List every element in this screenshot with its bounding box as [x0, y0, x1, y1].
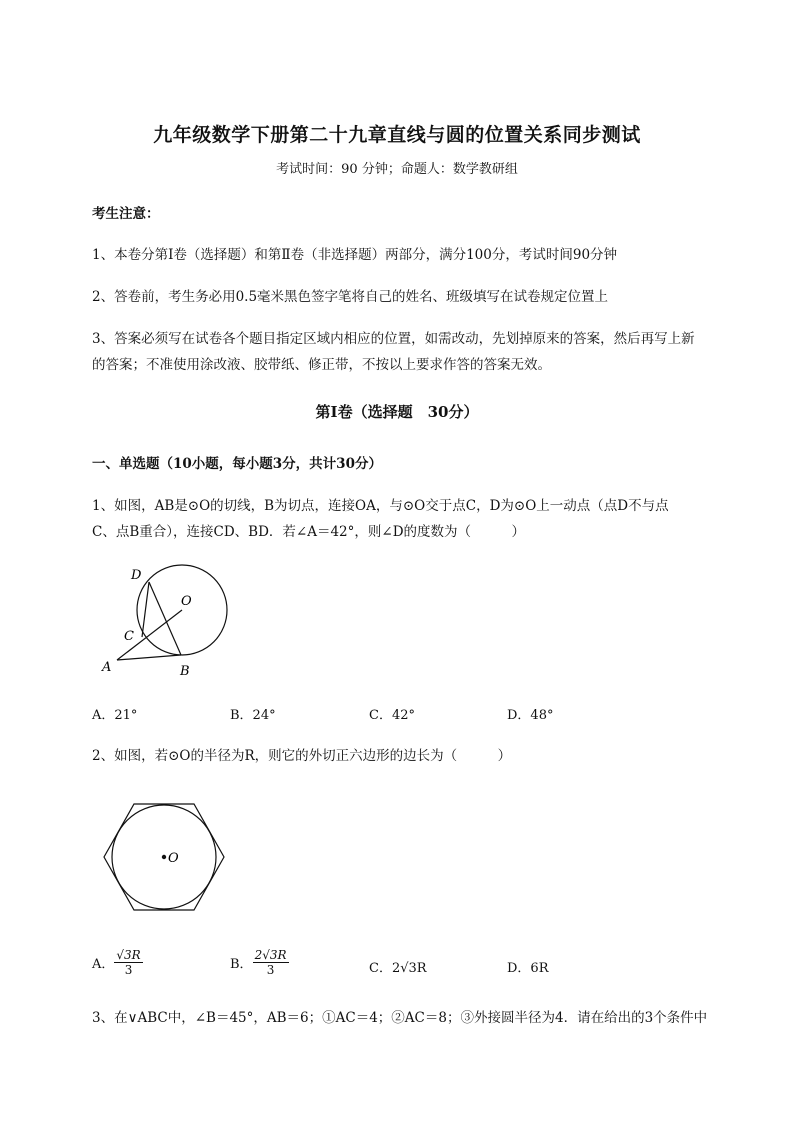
q2-option-b-numerator: 2√3R	[254, 948, 287, 962]
q1-tangent-ab	[117, 655, 181, 660]
q1-segment-bd	[149, 582, 181, 655]
notice-item-2: 2、答卷前，考生务必用0.5毫米黑色签字笔将自己的姓名、班级填写在试卷规定位置上	[92, 289, 609, 305]
part-heading: 一、单选题（10小题，每小题3分，共计30分）	[92, 456, 382, 472]
q2-option-d[interactable]: D．6R	[507, 961, 549, 976]
q2-option-c[interactable]: C．2√3R	[369, 961, 427, 976]
q2-center-dot	[162, 855, 166, 859]
exam-info: 考试时间：90 分钟；命题人：数学教研组	[276, 162, 518, 177]
q1-label-c: C	[124, 629, 134, 644]
q2-option-a-prefix: A．	[92, 957, 115, 972]
q1-segment-cd	[142, 582, 149, 637]
q1-stem-line1: 1、如图，AB是⊙O的切线，B为切点，连接OA，与⊙O交于点C，D为⊙O上一动点（点D不与点	[92, 498, 669, 514]
q2-option-a-numerator: √3R	[116, 948, 141, 962]
q2-option-b-denominator: 3	[266, 963, 275, 977]
q3-stem-line1: 3、在∨ABC中，∠B＝45°，AB＝6；①AC＝4；②AC＝8；③外接圆半径为4．请在给出的3个条件中	[92, 1010, 708, 1026]
q1-option-d[interactable]: D．48°	[507, 708, 554, 723]
notice-item-1: 1、本卷分第Ⅰ卷（选择题）和第Ⅱ卷（非选择题）两部分，满分100分，考试时间90分钟	[92, 247, 618, 263]
q2-stem-line1: 2、如图，若⊙O的半径为R，则它的外切正六边形的边长为（ ）	[92, 748, 512, 764]
q2-option-a-fraction	[114, 948, 142, 977]
q1-label-b: B	[180, 664, 190, 679]
q1-label-d: D	[131, 568, 142, 583]
page-title: 九年级数学下册第二十九章直线与圆的位置关系同步测试	[153, 124, 641, 146]
q2-option-a[interactable]	[92, 948, 143, 977]
notice-heading: 考生注意：	[92, 206, 160, 222]
q2-option-b-prefix: B．	[230, 957, 253, 972]
q1-figure	[95, 560, 240, 685]
q1-option-b[interactable]: B．24°	[230, 708, 276, 723]
notice-item-3-cont: 的答案；不准使用涂改液、胶带纸、修正带，不按以上要求作答的答案无效。	[92, 357, 551, 373]
q1-label-o: O	[181, 594, 192, 609]
q1-stem-line2: C、点B重合），连接CD、BD．若∠A＝42°，则∠D的度数为（ ）	[92, 524, 526, 540]
q1-option-c[interactable]: C．42°	[369, 708, 415, 723]
section-title: 第Ⅰ卷（选择题 30分）	[315, 403, 479, 421]
q2-option-a-denominator: 3	[124, 963, 133, 977]
q2-option-b-fraction	[253, 948, 289, 977]
notice-item-3: 3、答案必须写在试卷各个题目指定区域内相应的位置，如需改动，先划掉原来的答案，然后再写上新	[92, 331, 695, 347]
q2-figure	[100, 800, 230, 915]
q1-label-a: A	[102, 660, 112, 675]
q1-option-a[interactable]: A．21°	[92, 708, 138, 723]
q2-option-b[interactable]	[230, 948, 289, 977]
q2-label-o: O	[168, 851, 179, 866]
